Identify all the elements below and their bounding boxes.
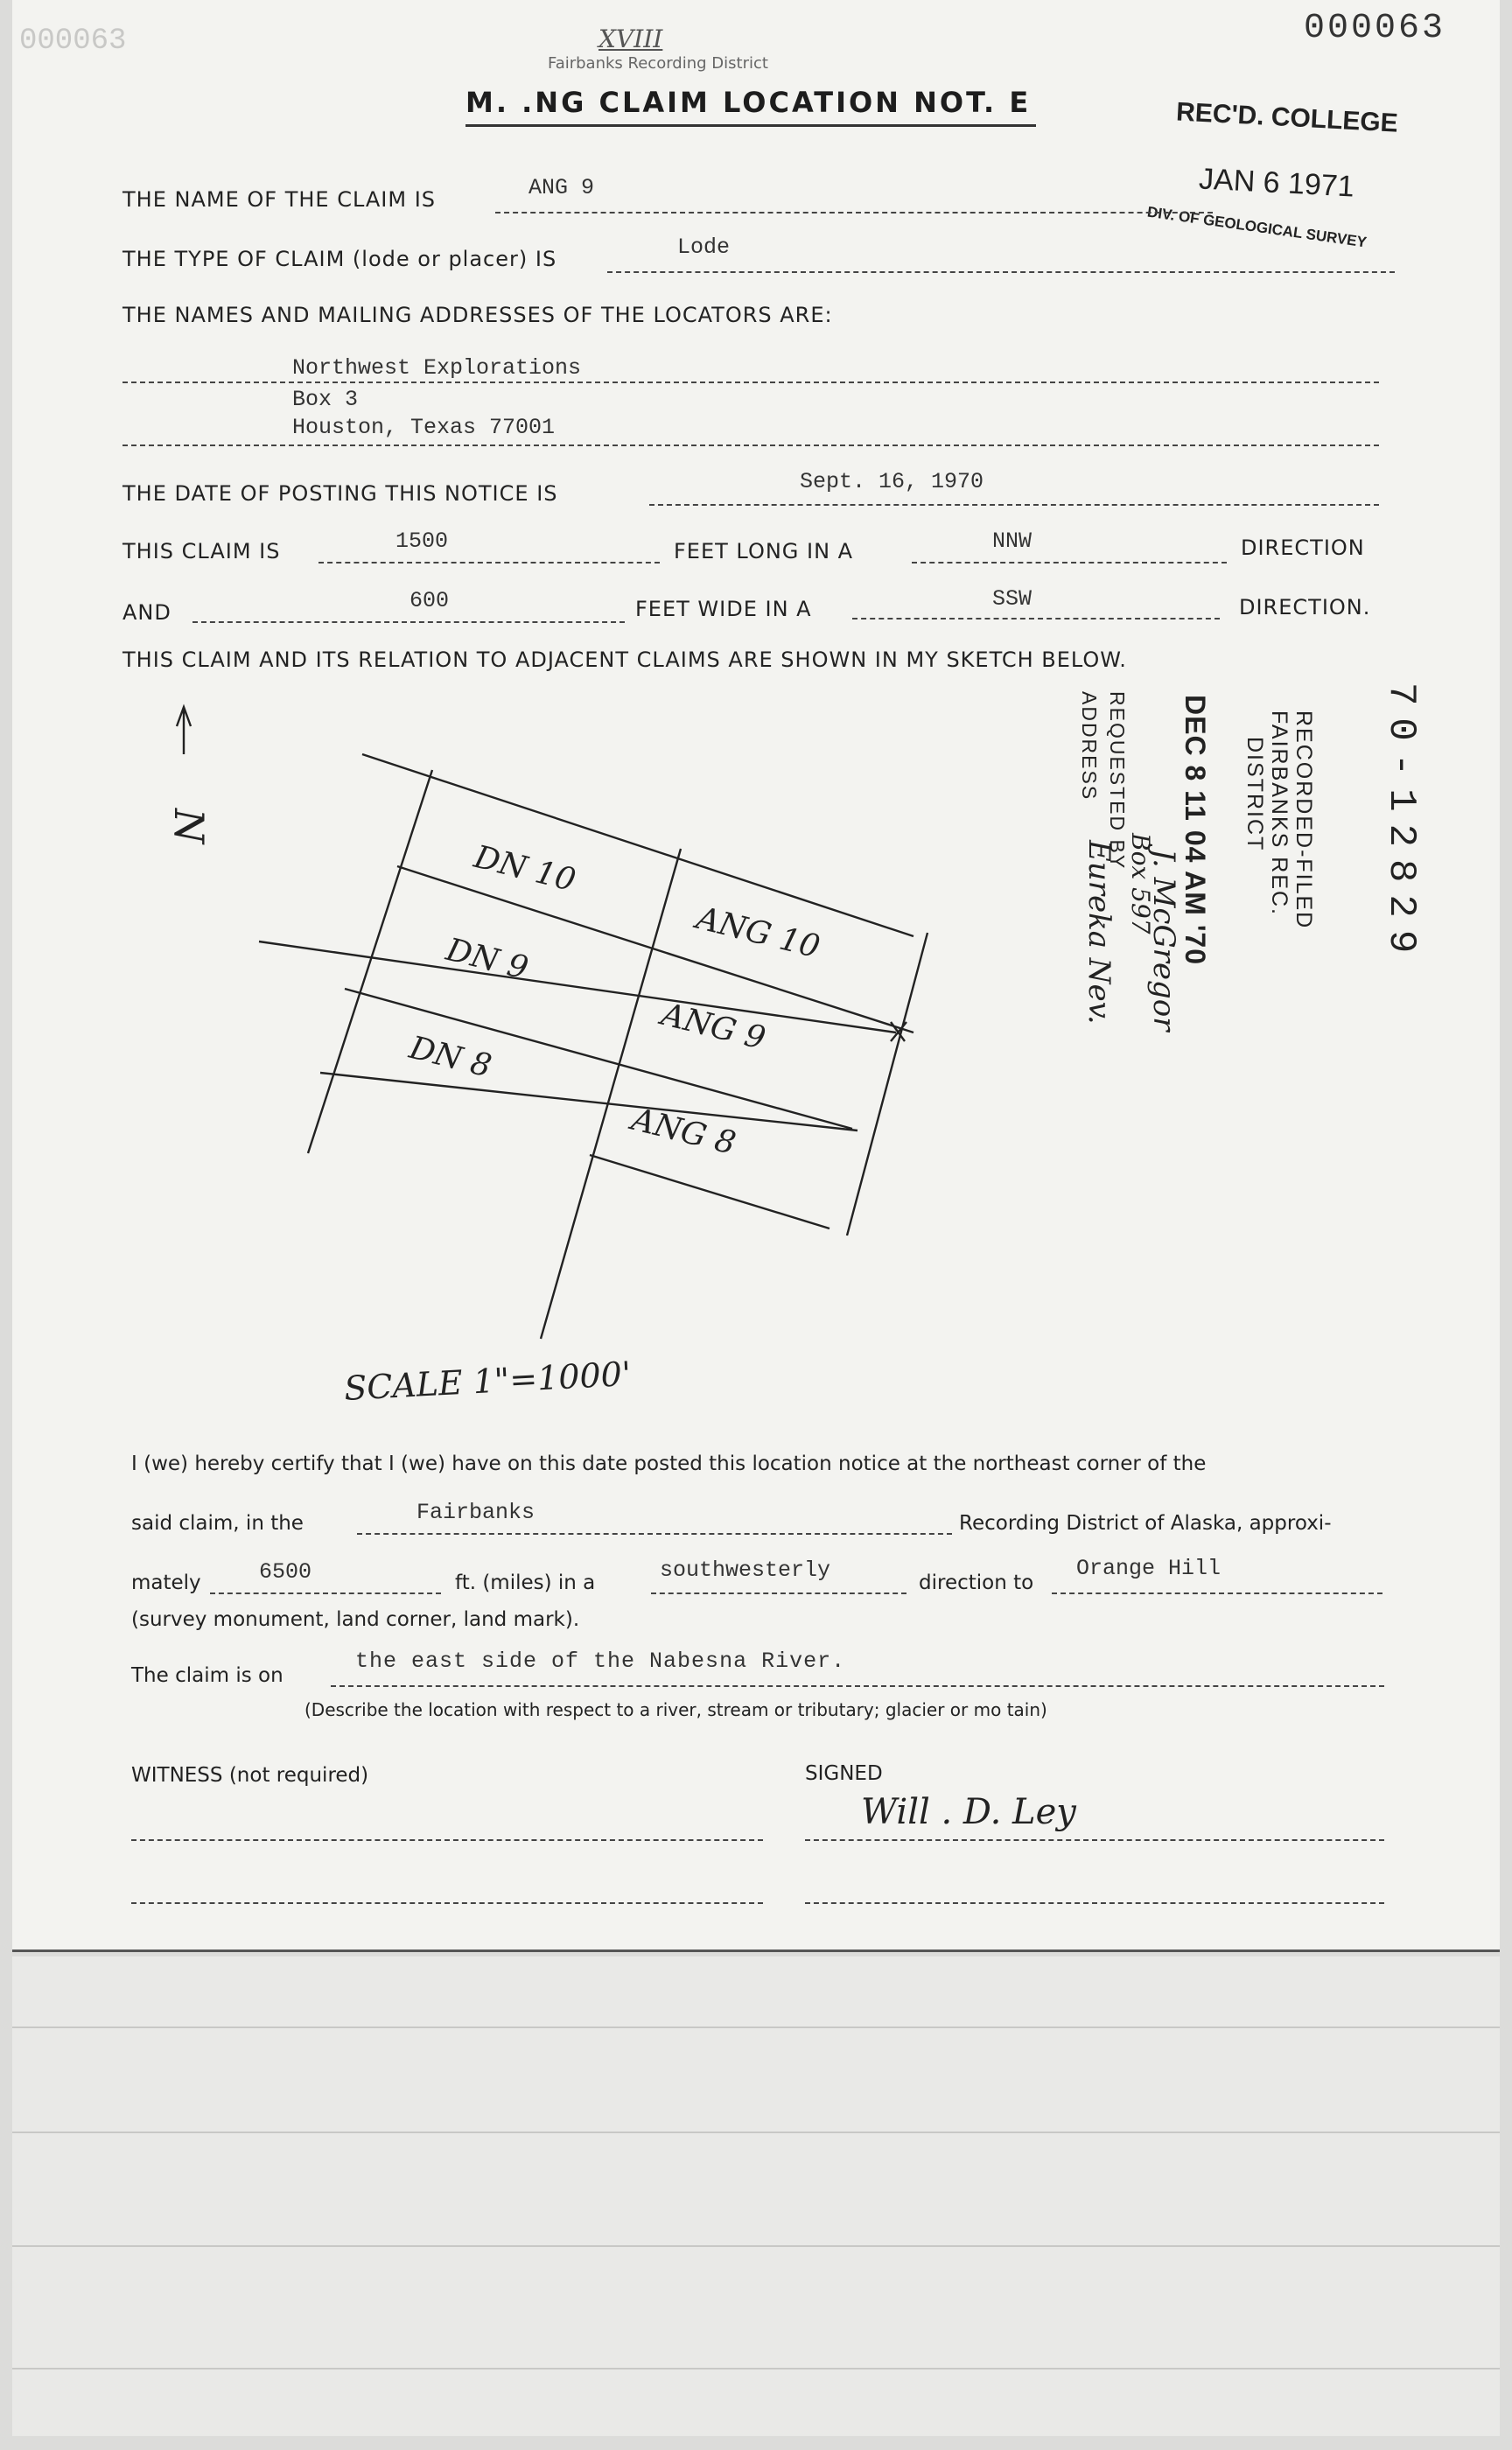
received-stamp-division: DIV. OF GEOLOGICAL SURVEY: [1145, 203, 1368, 251]
received-stamp-date: JAN 6 1971: [1198, 162, 1355, 204]
signed-line-1: [805, 1839, 1384, 1841]
received-stamp-line1: REC'D. COLLEGE: [1175, 97, 1399, 138]
book-label: XVIII: [598, 24, 663, 53]
claim-on-value: the east side of the Nabesna River.: [355, 1648, 846, 1674]
witness-line-1: [131, 1839, 763, 1841]
claim-type-value: Lode: [677, 234, 731, 260]
claim-on-label: The claim is on: [131, 1664, 284, 1687]
length-prefix: THIS CLAIM IS: [122, 539, 281, 564]
recording-doc-number: 70-12829: [1379, 682, 1423, 966]
locator-line-1: Northwest Explorations: [292, 355, 582, 381]
describe-note: (Describe the location with respect to a river, stream or tributary; glacier or mo tain): [304, 1699, 1047, 1720]
certification-distance: 6500: [259, 1559, 312, 1585]
certification-ft-unit: ft. (miles) in a: [455, 1572, 596, 1594]
length-value: 1500: [396, 528, 449, 554]
page-title: M. .NG CLAIM LOCATION NOT. E: [466, 86, 1032, 119]
recording-stamp-date: DEC 8 11 04 AM '70: [1180, 695, 1211, 966]
sketch-label-ang10: ANG 10: [692, 900, 823, 966]
certification-direction: southwesterly: [660, 1558, 831, 1583]
direction-line: [651, 1592, 906, 1594]
lower-page-strip: [12, 1956, 1500, 2436]
recording-stamp-line1: RECORDED-FILED: [1292, 710, 1316, 930]
north-mark: N: [165, 808, 213, 844]
witness-label: WITNESS (not required): [131, 1764, 369, 1787]
recording-address-label: ADDRESS: [1078, 691, 1101, 802]
width-direction-word: DIRECTION.: [1239, 595, 1371, 620]
ghost-number: 000063: [19, 24, 127, 58]
certification-recording-district: Recording District of Alaska, approxi-: [959, 1512, 1332, 1535]
claim-on-line: [331, 1685, 1384, 1687]
claim-type-label: THE TYPE OF CLAIM (lode or placer) IS: [122, 247, 557, 271]
locator-line-3: Houston, Texas 77001: [292, 415, 556, 440]
recording-hand-address: Eureka Nev.: [1082, 840, 1116, 1025]
locators-label: THE NAMES AND MAILING ADDRESSES OF THE LOCATORS ARE:: [122, 303, 833, 327]
claim-name-value: ANG 9: [528, 175, 595, 200]
recording-stamp-line2: FAIRBANKS REC.: [1267, 710, 1292, 916]
grid-line-mid: [541, 849, 681, 1339]
width-prefix: AND: [122, 600, 172, 625]
certification-landmark-note: (survey monument, land corner, land mark).: [131, 1608, 580, 1631]
grid-line-left: [308, 770, 432, 1153]
claim-sketch: [12, 0, 975, 1435]
document-number: 000063: [1304, 9, 1446, 48]
length-mid-label: FEET LONG IN A: [674, 539, 854, 564]
posting-date-label: THE DATE OF POSTING THIS NOTICE IS: [122, 481, 558, 506]
district-line: [357, 1533, 952, 1535]
landmark-line: [1052, 1592, 1382, 1594]
certification-direction-to: direction to: [919, 1572, 1034, 1594]
recording-hand-box: Box 597: [1126, 833, 1155, 934]
certification-line1: I (we) hereby certify that I (we) have on this date posted this location notice at the northeast corner of the: [131, 1452, 1207, 1475]
sketch-label-dn9: DN 9: [442, 931, 532, 987]
certification-landmark: Orange Hill: [1076, 1556, 1222, 1581]
certification-district: Fairbanks: [416, 1500, 536, 1525]
width-mid-label: FEET WIDE IN A: [635, 597, 812, 621]
certification-said-claim: said claim, in the: [131, 1512, 304, 1535]
length-direction-word: DIRECTION: [1241, 536, 1365, 560]
north-arrow: [177, 707, 191, 754]
grid-line-right: [847, 933, 928, 1236]
sketch-label-dn8: DN 8: [405, 1029, 495, 1085]
distance-line: [210, 1592, 441, 1594]
grid-line-5: [320, 1073, 858, 1130]
width-direction: SSW: [992, 586, 1032, 612]
width-value: 600: [410, 588, 450, 613]
recording-hand-requested: J. McGregor: [1146, 849, 1181, 1032]
district-label: Fairbanks Recording District: [548, 54, 768, 73]
locator-line-2: Box 3: [292, 387, 359, 412]
signed-line-2: [805, 1902, 1384, 1904]
document-page: [12, 0, 1500, 1952]
grid-line-top: [362, 754, 914, 936]
sketch-label-ang9: ANG 9: [657, 996, 769, 1057]
sketch-caption: THIS CLAIM AND ITS RELATION TO ADJACENT CLAIMS ARE SHOWN IN MY SKETCH BELOW.: [122, 648, 1127, 672]
sketch-label-dn10: DN 10: [470, 838, 579, 900]
witness-line-2: [131, 1902, 763, 1904]
claim-name-label: THE NAME OF THE CLAIM IS: [122, 187, 437, 212]
certification-mately: mately: [131, 1572, 201, 1594]
grid-line-6: [590, 1155, 830, 1228]
signature: Will . D. Ley: [861, 1792, 1076, 1832]
posting-date-value: Sept. 16, 1970: [800, 469, 984, 494]
recording-stamp-line3: DISTRICT: [1242, 737, 1267, 852]
length-direction: NNW: [992, 528, 1032, 554]
sketch-label-ang8: ANG 8: [627, 1101, 739, 1162]
signed-label: SIGNED: [805, 1762, 883, 1785]
sketch-scale: SCALE 1"=1000': [343, 1354, 633, 1408]
recording-requested-by: REQUESTED BY: [1106, 691, 1129, 871]
